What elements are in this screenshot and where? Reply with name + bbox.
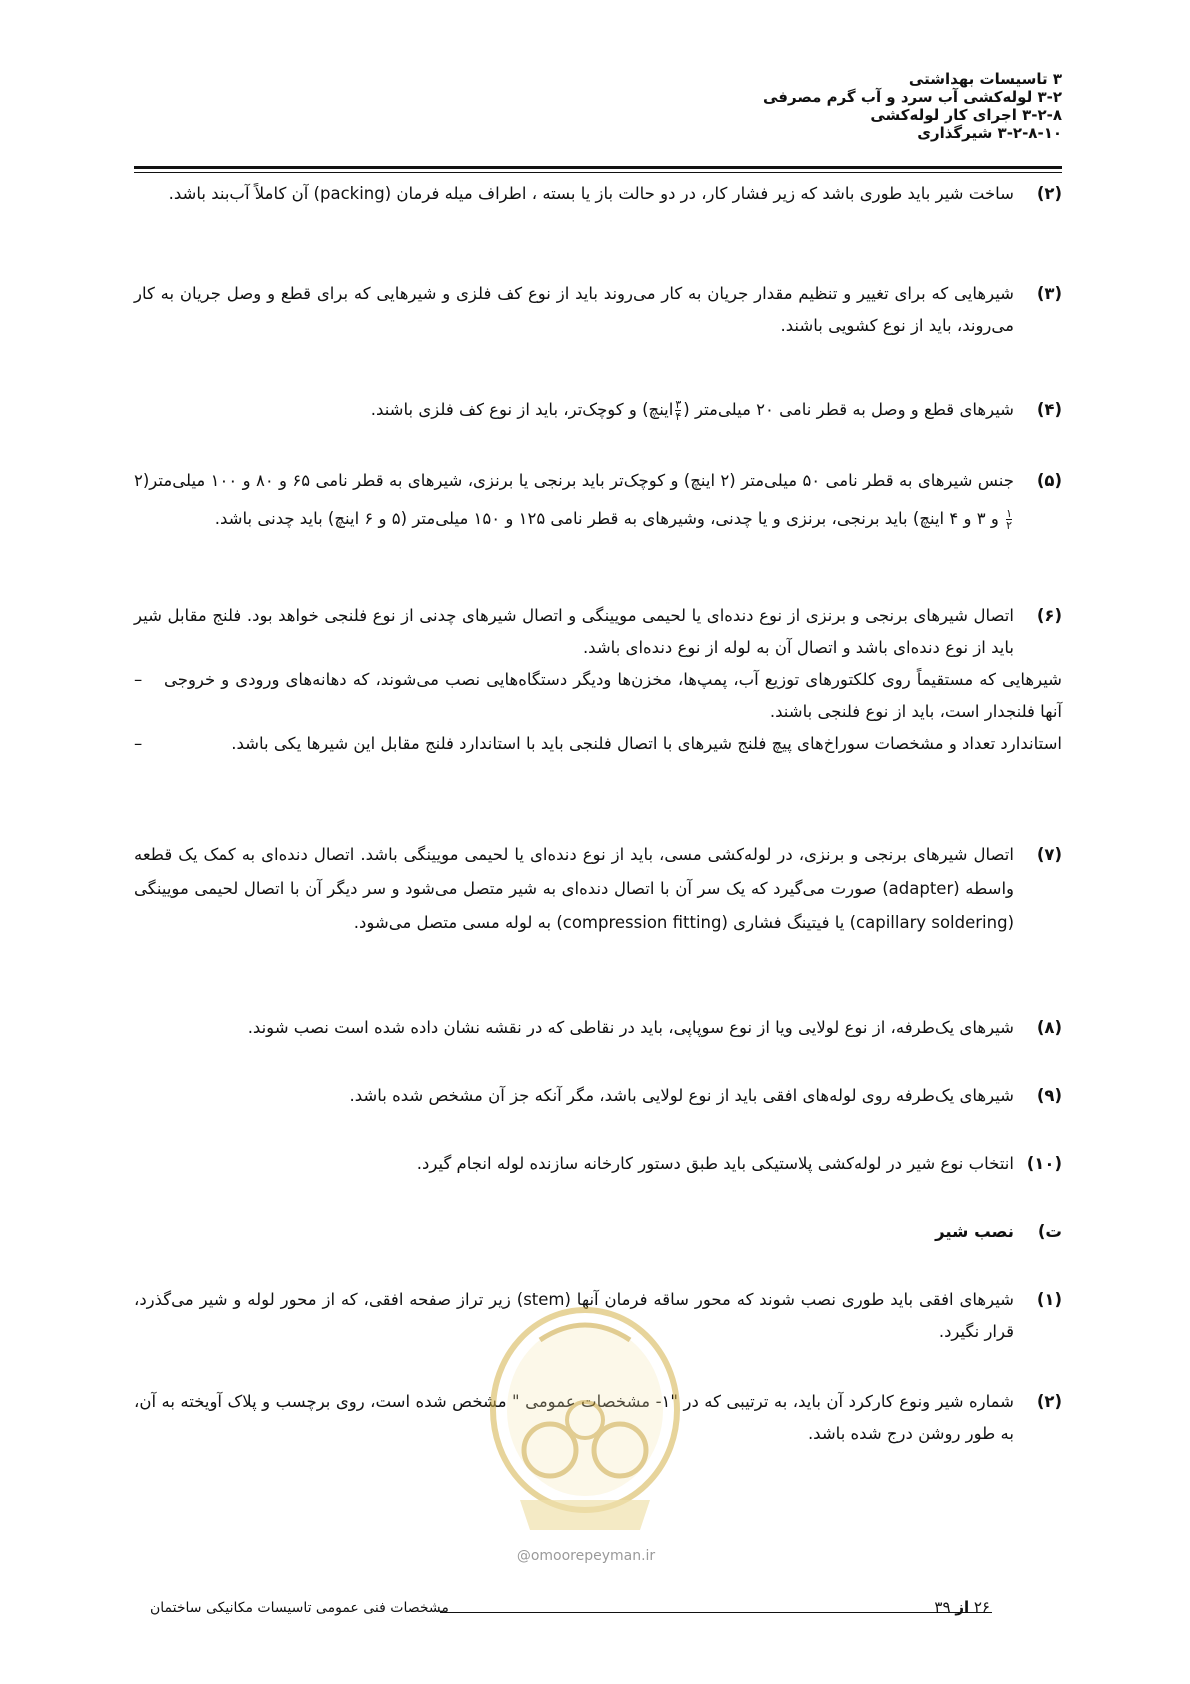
item-text-part: اینچ) و کوچک‌تر، باید از نوع کف فلزی باشند. <box>370 400 674 419</box>
dash-marker: – <box>134 734 143 753</box>
item-text: اتصال شیرهای برنجی و برنزی، در لوله‌کشی مسی، باید از نوع دنده‌ای یا لحیمی مویینگی باشد. اتصال دنده‌ای به کمک یک قطعه واسطه (adapter) صورت می‌گیرد که یک سر آن با اتصال دنده‌ای به شیر متصل می‌شود و سر دیگر آن با اتصال لحیمی مویینگی (capillary soldering) یا فیتینگ فشاری (compression fitting) به لوله مسی متصل می‌شود. <box>134 845 1014 932</box>
item-text: انتخاب نوع شیر در لوله‌کشی پلاستیکی باید طبق دستور کارخانه سازنده لوله انجام گیرد. <box>416 1154 1014 1173</box>
header-line: ۳-۲-۸ اجرای کار لوله‌کشی <box>870 106 1062 124</box>
fraction <box>1006 508 1012 531</box>
list-item <box>134 1148 1062 1180</box>
header-rule-thin <box>134 172 1062 173</box>
page-total: ۳۹ <box>934 1598 951 1616</box>
item-number: (۲) <box>1036 184 1062 203</box>
page-of-label: از <box>955 1598 970 1616</box>
item-text <box>134 394 1014 426</box>
item-number: (۳) <box>1036 284 1062 303</box>
item-text-part: شیرهای قطع و وصل به قطر نامی ۲۰ میلی‌متر ( <box>683 400 1014 419</box>
section-heading <box>134 1216 1062 1248</box>
item-text: اتصال شیرهای برنجی و برنزی از نوع دنده‌ای یا لحیمی مویینگی و اتصال شیرهای چدنی از نوع فلنجی خواهد بود. فلنج مقابل شیر باید از نوع دنده‌ای باشد و اتصال آن به لوله از نوع دنده‌ای باشد. <box>134 606 1014 657</box>
item-text: شماره شیر ونوع کارکرد آن باید، به ترتیبی که در "۱- مشخصات عمومی " مشخص شده است، روی برچسب و پلاک آویخته به آن، به طور روشن درج شده باشد. <box>134 1392 1014 1443</box>
watermark-logo-icon <box>480 1300 690 1560</box>
list-item <box>134 600 1062 760</box>
section-label: ت) <box>1037 1222 1062 1241</box>
header-line: ۳ تاسیسات بهداشتی <box>908 70 1062 88</box>
header-rule-thick <box>134 166 1062 169</box>
list-item <box>134 1012 1062 1044</box>
item-number: (۴) <box>1036 400 1062 419</box>
fraction-numerator: ۱ <box>1006 507 1012 520</box>
page-current: ۲۶ <box>973 1598 990 1616</box>
fraction-denominator: ۴ <box>675 410 682 423</box>
fraction-numerator: ۳ <box>675 398 682 411</box>
item-number: (۲) <box>1036 1392 1062 1411</box>
item-number: (۵) <box>1036 471 1062 490</box>
list-item <box>134 1080 1062 1112</box>
item-number: (۸) <box>1036 1018 1062 1037</box>
item-text-part: و ۳ و ۴ اینچ) باید برنجی، برنزی و یا چدنی، وشیرهای به قطر نامی ۱۲۵ و ۱۵۰ میلی‌متر (۵ و ۶ اینچ) باید چدنی باشد. <box>214 509 1005 528</box>
item-number: (۱) <box>1036 1290 1062 1309</box>
item-text: شیرهای افقی باید طوری نصب شوند که محور ساقه فرمان آنها (stem) زیر تراز صفحه افقی، که از محور لوله و شیر می‌گذرد، قرار نگیرد. <box>134 1290 1015 1341</box>
item-text <box>134 462 1014 538</box>
section-title: نصب شیر <box>935 1222 1014 1241</box>
sub-item-text: شیرهایی که مستقیماً روی کلکتورهای توزیع آب، پمپ‌ها، مخزن‌ها ودیگر دستگاه‌هایی نصب می‌شوند، که دهانه‌های ورودی و خروجی آنها فلنجدار است، باید از نوع فلنجی باشند. <box>164 670 1062 721</box>
sub-item <box>134 664 1062 728</box>
sub-item <box>134 728 1062 760</box>
footer-title: مشخصات فنی عمومی تاسیسات مکانیکی ساختمان <box>150 1600 449 1616</box>
item-number: (۱۰) <box>1026 1154 1062 1173</box>
list-item <box>134 838 1062 940</box>
item-number: (۹) <box>1036 1086 1062 1105</box>
list-item <box>134 394 1062 426</box>
list-item <box>134 178 1062 210</box>
item-text: ساخت شیر باید طوری باشد که زیر فشار کار، در دو حالت باز یا بسته ، اطراف میله فرمان (packing) آن کاملاً آب‌بند باشد. <box>168 184 1014 203</box>
fraction-denominator: ۲ <box>1006 519 1012 532</box>
page-number <box>934 1598 990 1616</box>
list-item <box>134 278 1062 342</box>
footer-rule <box>440 1612 992 1613</box>
item-text: شیرهایی که برای تغییر و تنظیم مقدار جریان به کار می‌روند باید از نوع کف فلزی و شیرهایی که برای قطع و وصل جریان به کار می‌روند، باید از نوع کشویی باشند. <box>134 284 1014 335</box>
item-text: شیرهای یک‌طرفه، از نوع لولایی ویا از نوع سوپاپی، باید در نقاطی که در نقشه نشان داده شده است نصب شوند. <box>247 1018 1014 1037</box>
fraction <box>675 399 681 422</box>
item-text: شیرهای یک‌طرفه روی لوله‌های افقی باید از نوع لولایی باشد، مگر آنکه جز آن مشخص شده باشد. <box>349 1086 1014 1105</box>
header-line: ۳-۲ لوله‌کشی آب سرد و آب گرم مصرفی <box>762 88 1062 106</box>
watermark-url: @omoorepeyman.ir <box>516 1548 656 1564</box>
item-number: (۷) <box>1036 845 1062 864</box>
header-line: ۳-۲-۸-۱۰ شیرگذاری <box>917 124 1062 142</box>
list-item <box>134 462 1062 538</box>
item-text-part: جنس شیرهای به قطر نامی ۵۰ میلی‌متر (۲ اینچ) و کوچک‌تر باید برنجی یا برنزی، شیرهای به قطر نامی ۶۵ و ۸۰ و ۱۰۰ میلی‌متر(۲ <box>134 471 1014 490</box>
page-header <box>763 70 1062 142</box>
item-number: (۶) <box>1036 606 1062 625</box>
dash-marker: – <box>134 670 143 689</box>
sub-item-text: استاندارد تعداد و مشخصات سوراخ‌های پیچ فلنج شیرهای با اتصال فلنجی باید با استاندارد فلنج مقابل این شیرها یکی باشد. <box>231 734 1062 753</box>
